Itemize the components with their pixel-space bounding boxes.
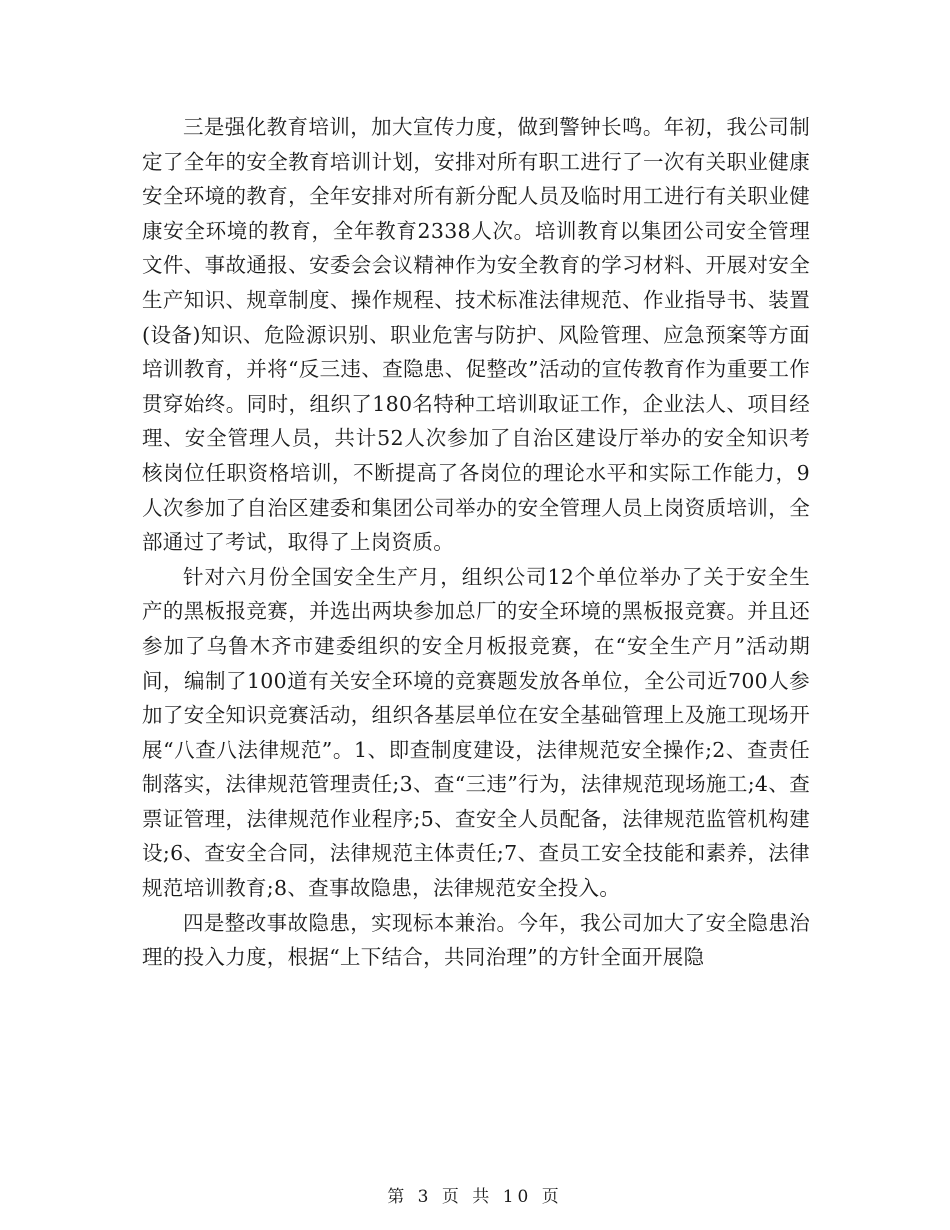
paragraph-hazard-rectification: 四是整改事故隐患，实现标本兼治。今年，我公司加大了安全隐患治理的投入力度，根据“上下结合，共同治理”的方针全面开展隐 [142, 910, 810, 970]
paragraph-safety-month: 针对六月份全国安全生产月，组织公司12个单位举办了关于安全生产的黑板报竞赛，并选出两块参加总厂的安全环境的黑板报竞赛。并且还参加了乌鲁木齐市建委组织的安全月板报竞赛，在“安全生产月”活动期间，编制了100道有关安全环境的竞赛题发放各单位，全公司近700人参加了安全知识竞赛活动，组织各基层单位在安全基础管理上及施工现场开展“八查八法律规范”。1、即查制度建设，法律规范安全操作;2、查责任制落实，法律规范管理责任;3、查“三违”行为，法律规范现场施工;4、查票证管理，法律规范作业程序;5、查安全人员配备，法律规范监管机构建设;6、查安全合同，法律规范主体责任;7、查员工安全技能和素养，法律规范培训教育;8、查事故隐患，法律规范安全投入。 [142, 564, 810, 901]
page-footer: 第 3 页 共 10 页 [387, 1187, 563, 1207]
paragraph-education-training: 三是强化教育培训，加大宣传力度，做到警钟长鸣。年初，我公司制定了全年的安全教育培训计划，安排对所有职工进行了一次有关职业健康安全环境的教育，全年安排对所有新分配人员及临时用工进行有关职业健康安全环境的教育，全年教育2338人次。培训教育以集团公司安全管理文件、事故通报、安委会会议精神作为安全教育的学习材料、开展对安全生产知识、规章制度、操作规程、技术标准法律规范、作业指导书、装置(设备)知识、危险源识别、职业危害与防护、风险管理、应急预案等方面培训教育，并将“反三违、查隐患、促整改”活动的宣传教育作为重要工作贯穿始终。同时，组织了180名特种工培训取证工作，企业法人、项目经理、安全管理人员，共计52人次参加了自治区建设厅举办的安全知识考核岗位任职资格培训，不断提高了各岗位的理论水平和实际工作能力，9人次参加了自治区建委和集团公司举办的安全管理人员上岗资质培训，全部通过了考试，取得了上岗资质。 [142, 115, 810, 555]
document-body [142, 110, 810, 975]
